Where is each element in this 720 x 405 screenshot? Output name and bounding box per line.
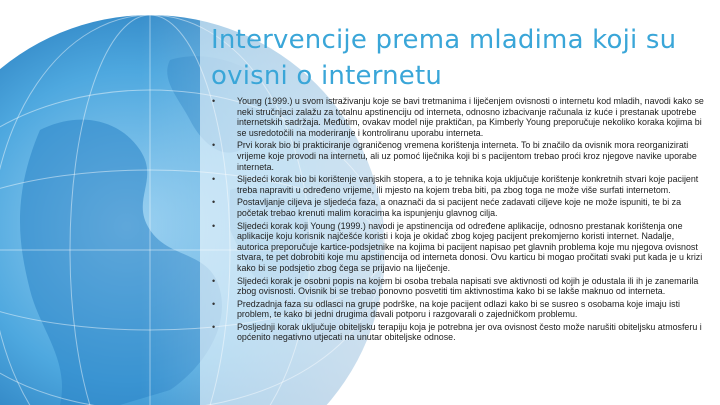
- bullet-icon: •: [212, 275, 216, 286]
- slide-title: Intervencije prema mladima koji su ovisni o internetu: [211, 25, 677, 91]
- list-item: [212, 197, 704, 218]
- bullet-icon: •: [212, 298, 216, 309]
- bullet-list: [212, 96, 704, 345]
- bullet-icon: •: [212, 321, 216, 332]
- list-item: [212, 322, 704, 343]
- bullet-text: Young (1999.) u svom istraživanju koje se bavi tretmanima i liječenjem ovisnosti o internetu kod mladih, navodi kako se neki stručnjaci zalažu za totalnu apstinenciju od interneta, odnosno izbacivanje računala iz kuće i prestanak upotrebe internetskih sadržaja. Međutim, ovakav model nije praktičan, pa Kimberly Young preporučuje nekoliko koraka kojima bi se usredotočili na moderiranje i kontroliranu uporabu interneta.: [237, 96, 704, 138]
- bullet-text: Sljedeći korak bio bi korištenje vanjskih stopera, a to je tehnika koja uključuje korištenje konkretnih stvari koje pacijent treba napraviti u određeno vrijeme, ili mjesto na kojem treba biti, pa zbog toga ne može više surfati internetom.: [237, 174, 699, 195]
- bullet-text: Sljedeći korak je osobni popis na kojem bi osoba trebala napisati sve aktivnosti od kojih je odustala ili ih je zanemarila zbog ovisnosti. Ovisnik bi se trebao ponovno posvetiti tim aktivnostima kako bi se lakše maknuo od interneta.: [237, 275, 699, 297]
- bullet-text: Posljednji korak uključuje obiteljsku terapiju koja je potrebna jer ova ovisnost često može narušiti obiteljsku atmosferu i općenito negativno utjecati na unutar obiteljske odnose.: [237, 321, 702, 343]
- bullet-icon: •: [212, 197, 216, 208]
- bullet-text: Sljedeći korak koji Young (1999.) navodi je apstinencija od određene aplikacije, odnosno prestanak korištenja one aplikacije koju korisnik najčešće koristi i koja je okidač zbog kojeg pacijent prekomjerno koristi internet. Nadalje, autorica preporučuje kartice-podsjetnike na kojima bi pacijent napisao pet glavnih problema koje mu njegova ovisnost stvara, te pet dobrobiti koje mu apstinencija od interneta donosi. Ovu karticu bi mogao pročitati svaki put kada je u krizi kako bi se podsjetio zbog čega se prijavio na liječenje.: [237, 220, 703, 273]
- list-item: [212, 174, 704, 195]
- list-item: [212, 276, 704, 297]
- bullet-icon: •: [212, 220, 216, 231]
- list-item: [212, 96, 704, 138]
- bullet-icon: •: [212, 96, 216, 106]
- list-item: [212, 299, 704, 320]
- bullet-icon: •: [212, 140, 216, 151]
- list-item: [212, 140, 704, 172]
- bullet-icon: •: [212, 174, 216, 185]
- bullet-text: Postavljanje ciljeva je sljedeća faza, a onaznači da si pacijent neće zadavati ciljeve koje ne može ispuniti, te bi za početak trebao krenuti malim koracima ka ispunjenju glavnog cilja.: [237, 197, 682, 218]
- bullet-text: Predzadnja faza su odlasci na grupe podrške, na koje pacijent odlazi kako bi se susreo s osobama koje imaju isti problem, te kako bi jedni drugima davali potporu i razgovarali o zajedničkom problemu.: [237, 298, 681, 320]
- bullet-text: Prvi korak bio bi prakticiranje ograničenog vremena korištenja interneta. To bi značilo da ovisnik mora reorganizirati vrijeme koje provodi na internetu, ali uz pomoć liječnika koji bi s pacijentom trebao proći kroz njegove navike uporabe interneta.: [237, 140, 697, 172]
- list-item: [212, 221, 704, 274]
